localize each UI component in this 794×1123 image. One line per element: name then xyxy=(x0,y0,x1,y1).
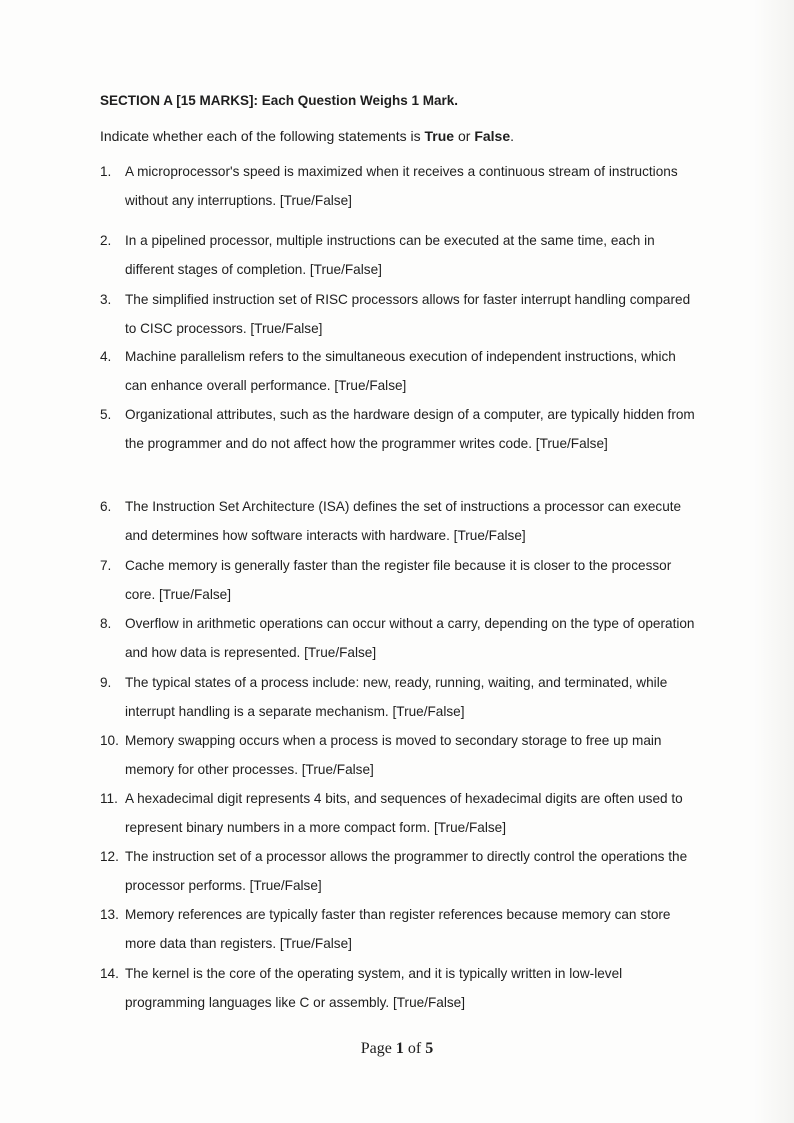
question-item xyxy=(100,401,700,458)
question-item xyxy=(100,669,700,726)
page-label: Page xyxy=(360,1040,396,1057)
question-text: A hexadecimal digit represents 4 bits, and sequences of hexadecimal digits are often used to represent binary numbers in a more compact form. [True/False] xyxy=(125,791,683,835)
question-number: 13. xyxy=(100,907,119,922)
question-number: 4. xyxy=(100,349,112,364)
question-text: The typical states of a process include: new, ready, running, waiting, and terminated, while interrupt handling is a separate mechanism. [True/False] xyxy=(125,675,668,719)
question-number: 8. xyxy=(100,616,112,631)
question-text: Overflow in arithmetic operations can occur without a carry, depending on the type of operation and how data is represented. [True/False] xyxy=(125,616,695,660)
question-text: In a pipelined processor, multiple instructions can be executed at the same time, each in different stages of completion. [True/False] xyxy=(125,233,655,277)
or-word: or xyxy=(454,128,475,144)
question-text: A microprocessor's speed is maximized when it receives a continuous stream of instructions without any interruptions. [True/False] xyxy=(125,164,678,208)
question-item xyxy=(100,960,700,1017)
question-number: 3. xyxy=(100,292,112,307)
page-current: 1 xyxy=(395,1040,404,1057)
question-number: 9. xyxy=(100,675,112,690)
question-item xyxy=(100,901,700,958)
question-number: 1. xyxy=(100,164,112,179)
question-text: The simplified instruction set of RISC processors allows for faster interrupt handling compared to CISC processors. [True/False] xyxy=(125,292,691,336)
question-item xyxy=(100,610,700,667)
question-text: Organizational attributes, such as the hardware design of a computer, are typically hidden from the programmer and do not affect how the programmer writes code. [True/False] xyxy=(125,407,695,451)
question-number: 10. xyxy=(100,733,119,748)
question-number: 7. xyxy=(100,558,112,573)
question-number: 5. xyxy=(100,407,112,422)
question-text: The instruction set of a processor allows the programmer to directly control the operations the processor performs. [True/False] xyxy=(125,849,688,893)
page-of: of xyxy=(403,1040,426,1057)
true-word: True xyxy=(424,128,455,144)
question-number: 2. xyxy=(100,233,112,248)
question-number: 11. xyxy=(100,791,118,806)
question-text: Cache memory is generally faster than the register file because it is closer to the processor core. [True/False] xyxy=(125,558,672,602)
scan-edge-shadow xyxy=(754,0,794,1123)
question-item xyxy=(100,843,700,900)
section-heading: SECTION A [15 MARKS]: Each Question Weighs 1 Mark. xyxy=(100,93,459,108)
question-item xyxy=(100,343,700,400)
page-total: 5 xyxy=(425,1040,434,1057)
question-item xyxy=(100,158,700,215)
question-text: Memory swapping occurs when a process is moved to secondary storage to free up main memory for other processes. [True/False] xyxy=(125,733,662,777)
page-footer xyxy=(0,1040,794,1058)
question-number: 6. xyxy=(100,499,112,514)
question-text: The Instruction Set Architecture (ISA) defines the set of instructions a processor can execute and determines how software interacts with hardware. [True/False] xyxy=(125,499,682,543)
question-text: Machine parallelism refers to the simultaneous execution of independent instructions, which can enhance overall performance. [True/False] xyxy=(125,349,676,393)
false-word: False xyxy=(474,128,511,144)
question-item xyxy=(100,785,700,842)
question-number: 14. xyxy=(100,966,119,981)
question-item xyxy=(100,493,700,550)
question-item xyxy=(100,227,700,284)
question-number: 12. xyxy=(100,849,119,864)
question-item xyxy=(100,727,700,784)
period: . xyxy=(510,128,515,144)
intro-text: Indicate whether each of the following statements is xyxy=(100,128,425,144)
question-text: The kernel is the core of the operating system, and it is typically written in low-level programming languages like C or assembly. [True/False] xyxy=(125,966,623,1010)
question-item xyxy=(100,286,700,343)
question-item xyxy=(100,552,700,609)
instructions xyxy=(100,128,514,144)
question-text: Memory references are typically faster than register references because memory can store more data than registers. [True/False] xyxy=(125,907,671,951)
